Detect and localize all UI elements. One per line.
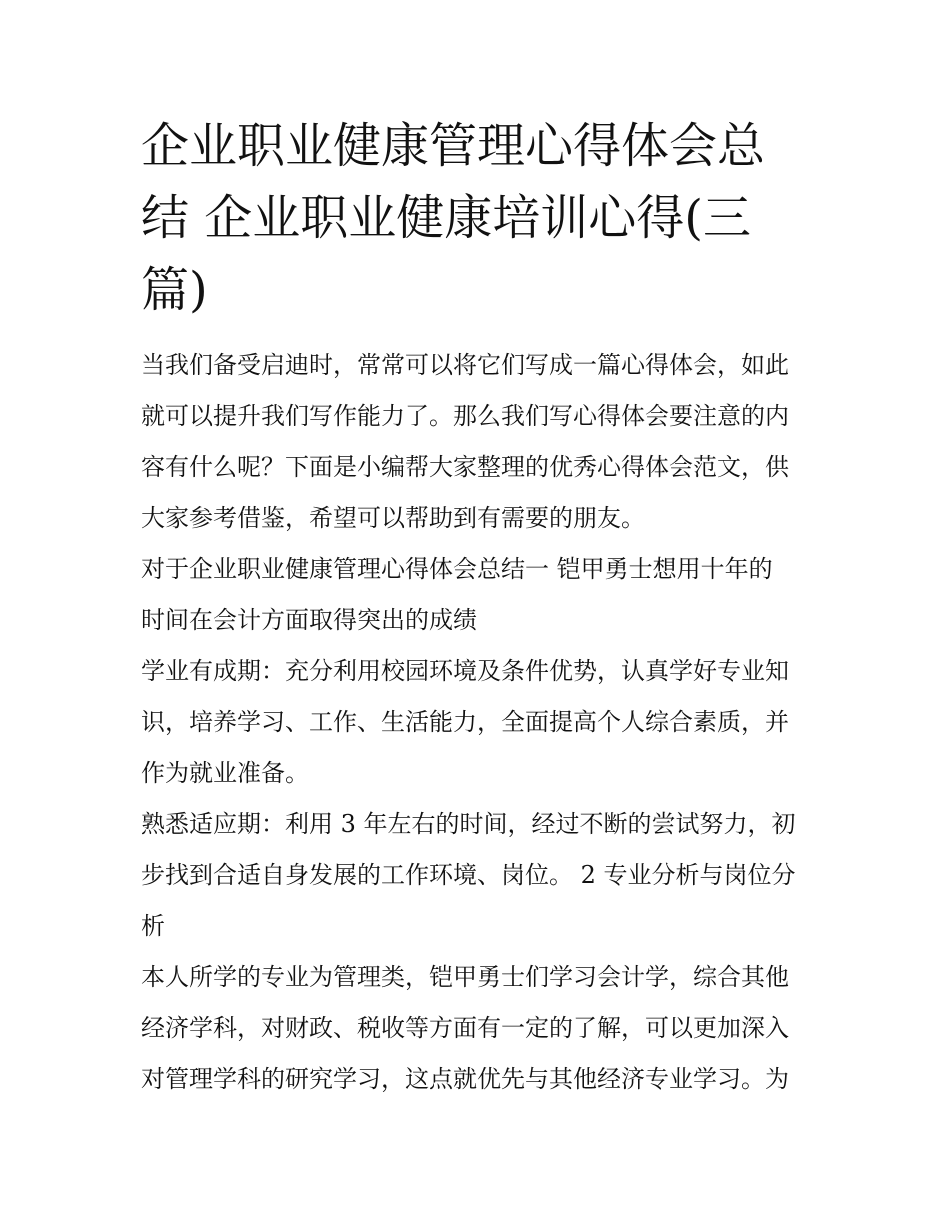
text-line: 当我们备受启迪时，常常可以将它们写成一篇心得体会，如此 [141, 351, 789, 379]
text-line: 识，培养学习、工作、生活能力，全面提高个人综合素质，并 [141, 708, 789, 736]
text-line: 时间在会计方面取得突出的成绩 [141, 606, 477, 634]
adaptation-period-paragraph [141, 799, 813, 952]
section-heading-paragraph [141, 544, 813, 646]
text-line: 容有什么呢？下面是小编帮大家整理的优秀心得体会范文，供 [141, 453, 789, 481]
text-line: 熟悉适应期：利用 3 年左右的时间，经过不断的尝试努力，初 [141, 810, 796, 838]
major-analysis-paragraph [141, 952, 813, 1105]
intro-paragraph [141, 340, 813, 544]
text-line: 对管理学科的研究学习，这点就优先与其他经济专业学习。为 [141, 1065, 789, 1093]
title-line: 篇) [141, 262, 208, 318]
title-line: 企业职业健康管理心得体会总 [141, 118, 766, 174]
text-line: 对于企业职业健康管理心得体会总结一 铠甲勇士想用十年的 [141, 555, 773, 583]
text-line: 就可以提升我们写作能力了。那么我们写心得体会要注意的内 [141, 402, 789, 430]
text-line: 本人所学的专业为管理类，铠甲勇士们学习会计学，综合其他 [141, 963, 789, 991]
text-line: 经济学科，对财政、税收等方面有一定的了解，可以更加深入 [141, 1014, 789, 1042]
text-line: 学业有成期：充分利用校园环境及条件优势，认真学好专业知 [141, 657, 789, 685]
document-title [141, 110, 813, 326]
document-page [141, 110, 813, 1105]
document-body [141, 340, 813, 1105]
text-line: 析 [141, 912, 165, 940]
text-line: 作为就业准备。 [141, 759, 309, 787]
text-line: 步找到合适自身发展的工作环境、岗位。 2 专业分析与岗位分 [141, 861, 796, 889]
study-period-paragraph [141, 646, 813, 799]
text-line: 大家参考借鉴，希望可以帮助到有需要的朋友。 [141, 504, 645, 532]
title-line: 结 企业职业健康培训心得(三 [141, 190, 751, 246]
